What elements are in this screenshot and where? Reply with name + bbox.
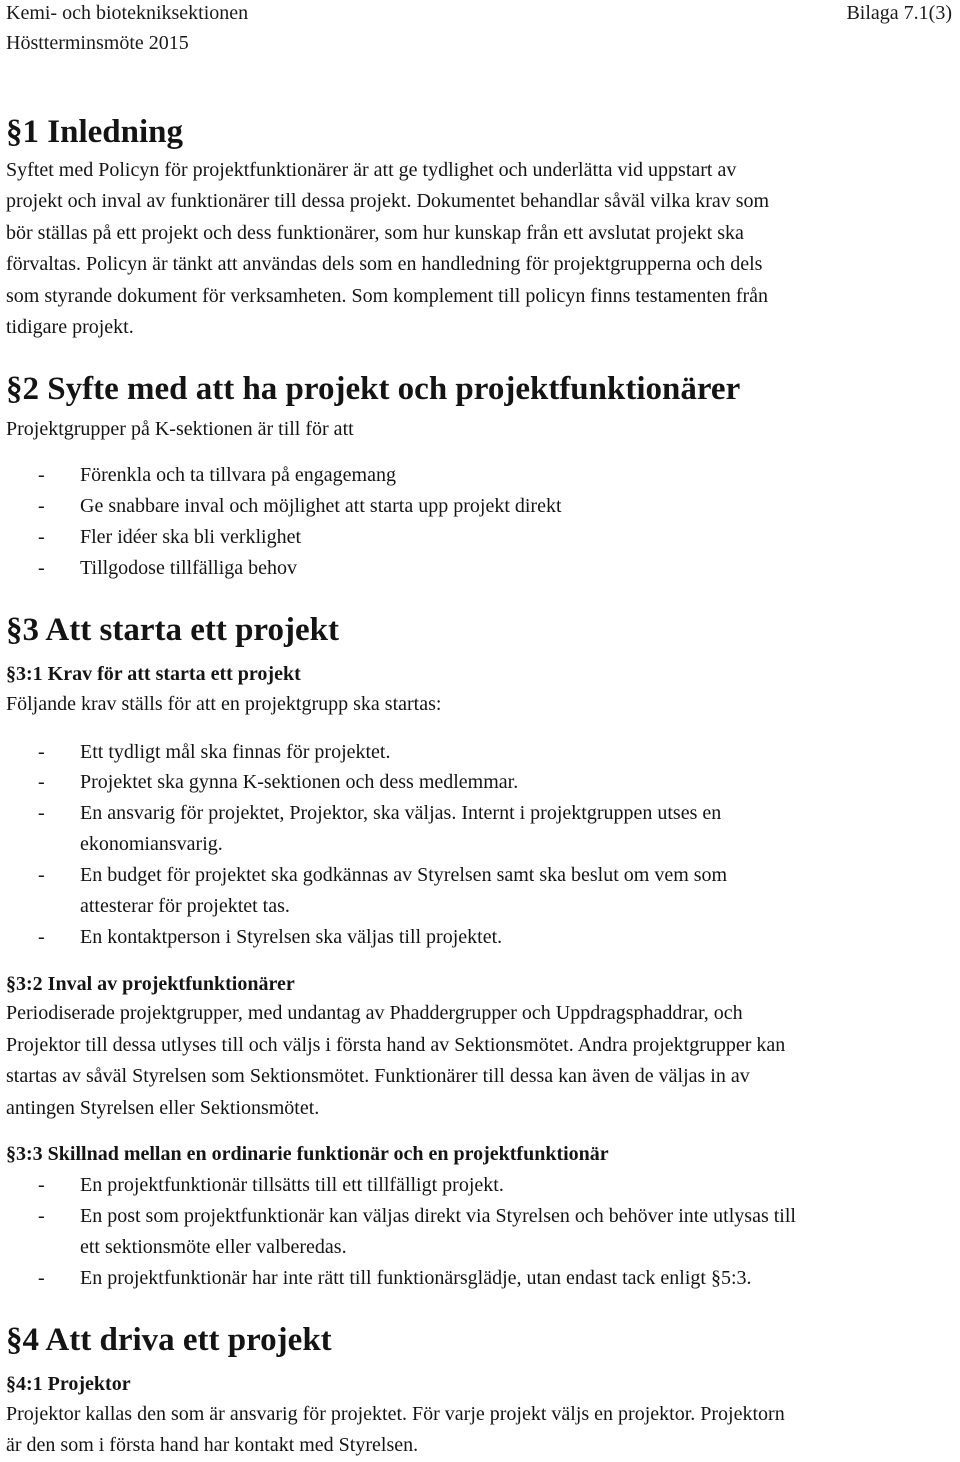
subsection-3-2-line: antingen Styrelsen eller Sektionsmötet. [6,1097,320,1119]
section-symbol: § [6,1322,23,1358]
subsection-3-3-list-item: En projektfunktionär tillsätts till ett tillfälligt projekt. [80,1174,504,1196]
subsection-3-1-list-item: En ansvarig för projektet, Projektor, ska väljas. Internt i projektgruppen utses en [80,802,722,824]
section-symbol: § [6,973,16,995]
subsection-3-1-list-item: En kontaktperson i Styrelsen ska väljas till projektet. [80,926,503,948]
list-dash: - [38,1267,45,1289]
subsection-3-3-heading [6,1142,609,1166]
section-symbol: § [6,114,23,150]
section-symbol: § [6,371,23,407]
subsection-3-2-line: Projektor till dessa utlyses till och väljs i första hand av Sektionsmötet. Andra projektgrupper kan [6,1034,786,1056]
subsection-4-1-line: är den som i första hand har kontakt med Styrelsen. [6,1434,419,1456]
subsection-3-2-line: Periodiserade projektgrupper, med undantag av Phaddergrupper och Uppdragsphaddrar, och [6,1002,743,1024]
subsection-3-1-title: 3:1 Krav för att starta ett projekt [16,663,301,685]
section-1-line: projekt och inval av funktionärer till dessa projekt. Dokumentet behandlar såväl vilka krav som [6,190,770,212]
subsection-3-1-list-item-continued: attesterar för projektet tas. [80,895,290,917]
section-symbol: § [6,663,16,685]
section-1-line: bör ställas på ett projekt och dess funktionärer, som hur kunskap från ett avslutat projekt ska [6,222,744,244]
section-3-heading [6,611,339,649]
section-2-list-item: Förenkla och ta tillvara på engagemang [80,464,396,486]
subsection-4-1-title: 4:1 Projektor [16,1373,131,1395]
list-item-text: En projektfunktionär har inte rätt till funktionärsglädje, utan endast tack enligt [80,1267,711,1289]
section-2-intro: Projektgrupper på K-sektionen är till för att [6,418,354,440]
list-dash: - [38,557,45,579]
list-dash: - [38,495,45,517]
section-4-title: 4 Att driva ett projekt [22,1322,332,1358]
subsection-3-1-intro: Följande krav ställs för att en projektgrupp ska startas: [6,693,442,715]
list-dash: - [38,802,45,824]
list-dash: - [38,771,45,793]
subsection-3-2-title: 3:2 Inval av projektfunktionärer [16,973,295,995]
section-2-list-item: Tillgodose tillfälliga behov [80,557,298,579]
section-2-heading [6,370,740,408]
list-dash: - [38,741,45,763]
section-symbol: § [710,1267,721,1289]
list-dash: - [38,464,45,486]
section-1-line: förvaltas. Policyn är tänkt att användas dels som en handledning för projektgrupperna och dels [6,253,763,275]
subsection-3-3-list-item-continued: ett sektionsmöte eller valberedas. [80,1236,347,1258]
section-symbol: § [6,1373,16,1395]
subsection-3-1-heading [6,662,301,686]
section-symbol: § [6,612,23,648]
subsection-3-2-line: startas av såväl Styrelsen som Sektionsmötet. Funktionärer till dessa kan även de väljas in av [6,1065,750,1087]
subsection-4-1-line: Projektor kallas den som är ansvarig för projektet. För varje projekt väljs en projektor. Projektorn [6,1403,785,1425]
section-1-line: Syftet med Policyn för projektfunktionärer är att ge tydlighet och underlätta vid uppstart av [6,159,737,181]
section-4-heading [6,1321,332,1359]
subsection-3-1-list-item: Ett tydligt mål ska finnas för projektet. [80,741,391,763]
section-1-line: som styrande dokument för verksamheten. Som komplement till policyn finns testamenten från [6,285,769,307]
subsection-3-1-list-item: En budget för projektet ska godkännas av Styrelsen samt ska beslut om vem som [80,864,728,886]
section-2-list-item: Ge snabbare inval och möjlighet att starta upp projekt direkt [80,495,562,517]
subsection-3-3-list-item [80,1263,752,1294]
section-2-title: 2 Syfte med att ha projekt och projektfunktionärer [22,371,741,407]
subsection-4-1-heading [6,1372,131,1396]
list-dash: - [38,1174,45,1196]
subsection-3-3-list-item: En post som projektfunktionär kan väljas direkt via Styrelsen och behöver inte utlysas till [80,1205,796,1227]
section-symbol: § [6,1143,16,1165]
header-attachment-number: Bilaga 7.1(3) [846,2,952,24]
list-dash: - [38,926,45,948]
list-dash: - [38,526,45,548]
list-dash: - [38,1205,45,1227]
header-meeting: Höstterminsmöte 2015 [6,32,189,54]
section-3-title: 3 Att starta ett projekt [22,612,339,648]
section-1-title: 1 Inledning [22,114,183,150]
subsection-3-2-heading [6,972,295,996]
subsection-3-1-list-item: Projektet ska gynna K-sektionen och dess medlemmar. [80,771,519,793]
list-dash: - [38,864,45,886]
paragraph-reference: 5:3. [720,1267,752,1289]
header-organization: Kemi- och biotekniksektionen [6,2,249,24]
section-1-line: tidigare projekt. [6,316,134,338]
section-1-heading [6,113,183,151]
section-2-list-item: Fler idéer ska bli verklighet [80,526,302,548]
subsection-3-1-list-item-continued: ekonomiansvarig. [80,833,223,855]
subsection-3-3-title: 3:3 Skillnad mellan en ordinarie funktionär och en projektfunktionär [16,1143,609,1165]
